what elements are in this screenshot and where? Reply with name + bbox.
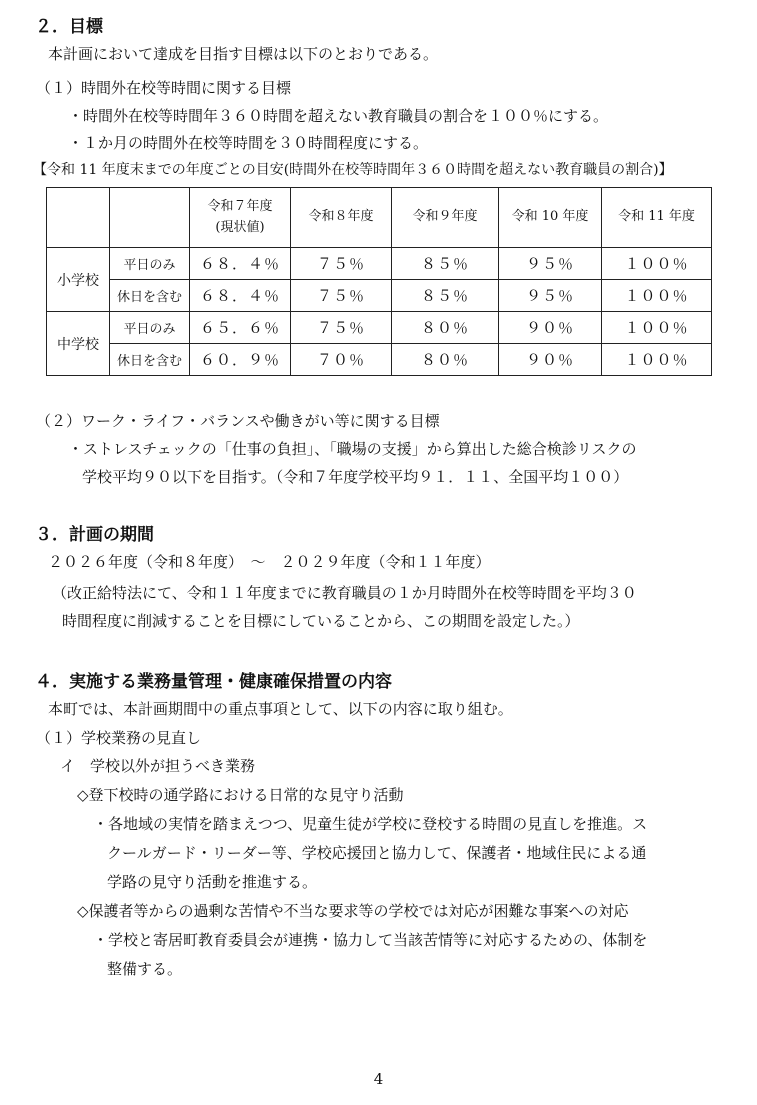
table-corner-cell bbox=[110, 188, 190, 248]
table-cell: ９５％ bbox=[499, 280, 602, 312]
section2-item1-bullet-2: ・１か月の時間外在校等時間を３０時間程度にする。 bbox=[68, 134, 429, 152]
table-cell: ９５％ bbox=[499, 248, 602, 280]
table-header-cell: 令和 10 年度 bbox=[499, 188, 602, 248]
table-cell: ６８．４％ bbox=[190, 280, 291, 312]
table-cell: １００％ bbox=[602, 312, 712, 344]
section4-intro: 本町では、本計画期間中の重点事項として、以下の内容に取り組む。 bbox=[48, 700, 513, 718]
table-row bbox=[47, 248, 712, 280]
table-cell: ９０％ bbox=[499, 312, 602, 344]
table-cell: ６５．６％ bbox=[190, 312, 291, 344]
table-cell: ６８．４％ bbox=[190, 248, 291, 280]
table-header-year: 令和７年度 bbox=[207, 198, 273, 214]
table-cell: １００％ bbox=[602, 280, 712, 312]
table-row bbox=[47, 344, 712, 376]
table-row-label: 休日を含む bbox=[110, 280, 190, 312]
table-cell: ７５％ bbox=[291, 248, 392, 280]
section2-item2-title: （２）ワーク・ライフ・バランスや働きがい等に関する目標 bbox=[36, 412, 440, 430]
table-row bbox=[47, 280, 712, 312]
section4-item1-title: （１）学校業務の見直し bbox=[36, 729, 202, 747]
table-cell: ８５％ bbox=[392, 280, 499, 312]
section4-bullet1-line2: クールガード・リーダー等、学校応援団と協力して、保護者・地域住民による通 bbox=[107, 844, 647, 862]
section4-bullet1-line1: ・各地域の実情を踏まえつつ、児童生徒が学校に登校する時間の見直しを推進。ス bbox=[93, 815, 648, 833]
page-number: 4 bbox=[373, 1070, 384, 1088]
table-row-label: 平日のみ bbox=[110, 248, 190, 280]
table-header-cell bbox=[190, 188, 291, 248]
table-cell: ８０％ bbox=[392, 312, 499, 344]
section4-bullet1-line3: 学路の見守り活動を推進する。 bbox=[107, 873, 318, 891]
section3-note-line1: （改正給特法にて、令和１１年度までに教育職員の１か月時間外在校等時間を平均３０ bbox=[52, 584, 637, 602]
section4-bullet2-line2: 整備する。 bbox=[107, 960, 183, 978]
table-cell: ７０％ bbox=[291, 344, 392, 376]
section4-diamond-2: ◇保護者等からの過剰な苦情や不当な要求等の学校では対応が困難な事案への対応 bbox=[77, 902, 629, 920]
section4-bullet2-line1: ・学校と寄居町教育委員会が連携・協力して当該苦情等に対応するための、体制を bbox=[93, 931, 648, 949]
goal-table bbox=[46, 187, 712, 376]
table-corner-cell bbox=[47, 188, 110, 248]
table-group-label: 中学校 bbox=[47, 312, 110, 376]
table-row-label: 休日を含む bbox=[110, 344, 190, 376]
section2-heading: ２．目標 bbox=[35, 17, 103, 37]
table-header-note: (現状値) bbox=[215, 219, 265, 235]
section3-period: ２０２６年度（令和８年度） ～ ２０２９年度（令和１１年度） bbox=[48, 553, 491, 571]
table-cell: ７５％ bbox=[291, 312, 392, 344]
table-header-cell: 令和 11 年度 bbox=[602, 188, 712, 248]
section2-item1-title: （１）時間外在校等時間に関する目標 bbox=[36, 79, 292, 97]
section2-item2-bullet-line1: ・ストレスチェックの「仕事の負担」、「職場の支援」から算出した総合検診リスクの bbox=[68, 440, 637, 458]
table-cell: ９０％ bbox=[499, 344, 602, 376]
section2-item2-bullet-line2: 学校平均９０以下を目指す。（令和７年度学校平均９１．１１、全国平均１００） bbox=[82, 468, 629, 486]
table-group-label: 小学校 bbox=[47, 248, 110, 312]
section4-diamond-1: ◇登下校時の通学路における日常的な見守り活動 bbox=[77, 786, 404, 804]
section3-note-line2: 時間程度に削減することを目標にしていることから、この期間を設定した。） bbox=[62, 612, 580, 630]
table-caption: 【令和 11 年度末までの年度ごとの目安(時間外在校等時間年３６０時間を超えない教育職員の割合)】 bbox=[33, 162, 673, 178]
table-cell: ７５％ bbox=[291, 280, 392, 312]
table-cell: １００％ bbox=[602, 248, 712, 280]
table-cell: ８５％ bbox=[392, 248, 499, 280]
table-row-label: 平日のみ bbox=[110, 312, 190, 344]
section2-item1-bullet-1: ・時間外在校等時間年３６０時間を超えない教育職員の割合を１００％にする。 bbox=[68, 107, 609, 125]
section4-subsection-a: イ 学校以外が担うべき業務 bbox=[60, 757, 256, 775]
table-cell: ６０．９％ bbox=[190, 344, 291, 376]
table-header-cell: 令和８年度 bbox=[291, 188, 392, 248]
table-header-row bbox=[47, 188, 712, 248]
table-cell: ８０％ bbox=[392, 344, 499, 376]
table-row bbox=[47, 312, 712, 344]
section4-heading: ４．実施する業務量管理・健康確保措置の内容 bbox=[35, 672, 392, 692]
table-cell: １００％ bbox=[602, 344, 712, 376]
section2-intro: 本計画において達成を目指す目標は以下のとおりである。 bbox=[48, 45, 439, 63]
table-header-cell: 令和９年度 bbox=[392, 188, 499, 248]
section3-heading: ３．計画の期間 bbox=[35, 525, 154, 545]
